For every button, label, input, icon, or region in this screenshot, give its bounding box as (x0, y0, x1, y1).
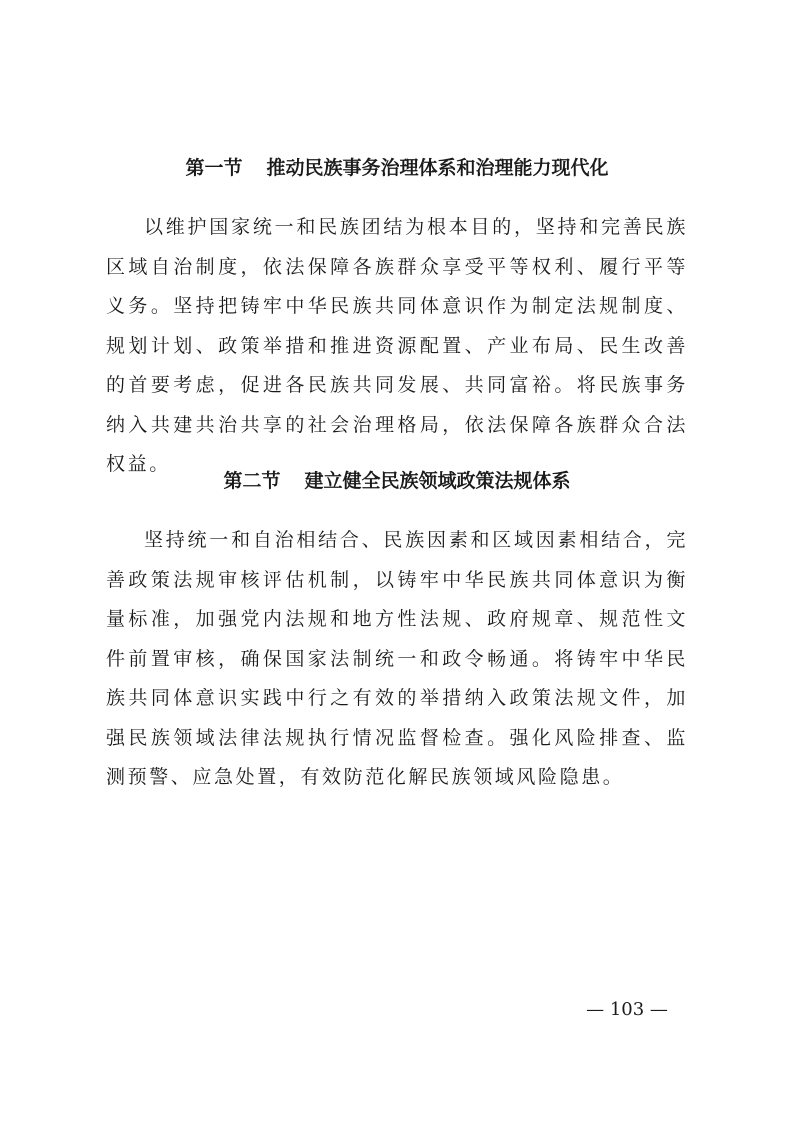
section-paragraph: 坚持统一和自治相结合、民族因素和区域因素相结合，完善政策法规审核评估机制，以铸牢中华民族共同体意识为衡量标准，加强党内法规和地方性法规、政府规章、规范性文件前置审核，确保国家法制统一和政令畅通。将铸牢中华民族共同体意识实践中行之有效的举措纳入政策法规文件，加强民族领域法律法规执行情况监督检查。强化风险排查、监测预警、应急处置，有效防范化解民族领域风险隐患。 (106, 529, 688, 788)
page-number: — 103 — (586, 999, 668, 1020)
section-number: 第一节 (185, 157, 243, 179)
section-paragraph: 以维护国家统一和民族团结为根本目的，坚持和完善民族区域自治制度，依法保障各族群众享受平等权利、履行平等义务。坚持把铸牢中华民族共同体意识作为制定法规制度、规划计划、政策举措和推进资源配置、产业布局、民生改善的首要考虑，促进各民族共同发展、共同富裕。将民族事务纳入共建共治共享的社会治理格局，依法保障各族群众合法权益。 (106, 216, 688, 475)
section-heading (106, 154, 688, 182)
section-title: 建立健全民族领域政策法规体系 (304, 470, 571, 492)
section-title: 推动民族事务治理体系和治理能力现代化 (266, 157, 609, 179)
section-heading (106, 467, 688, 495)
section-number: 第二节 (223, 470, 281, 492)
